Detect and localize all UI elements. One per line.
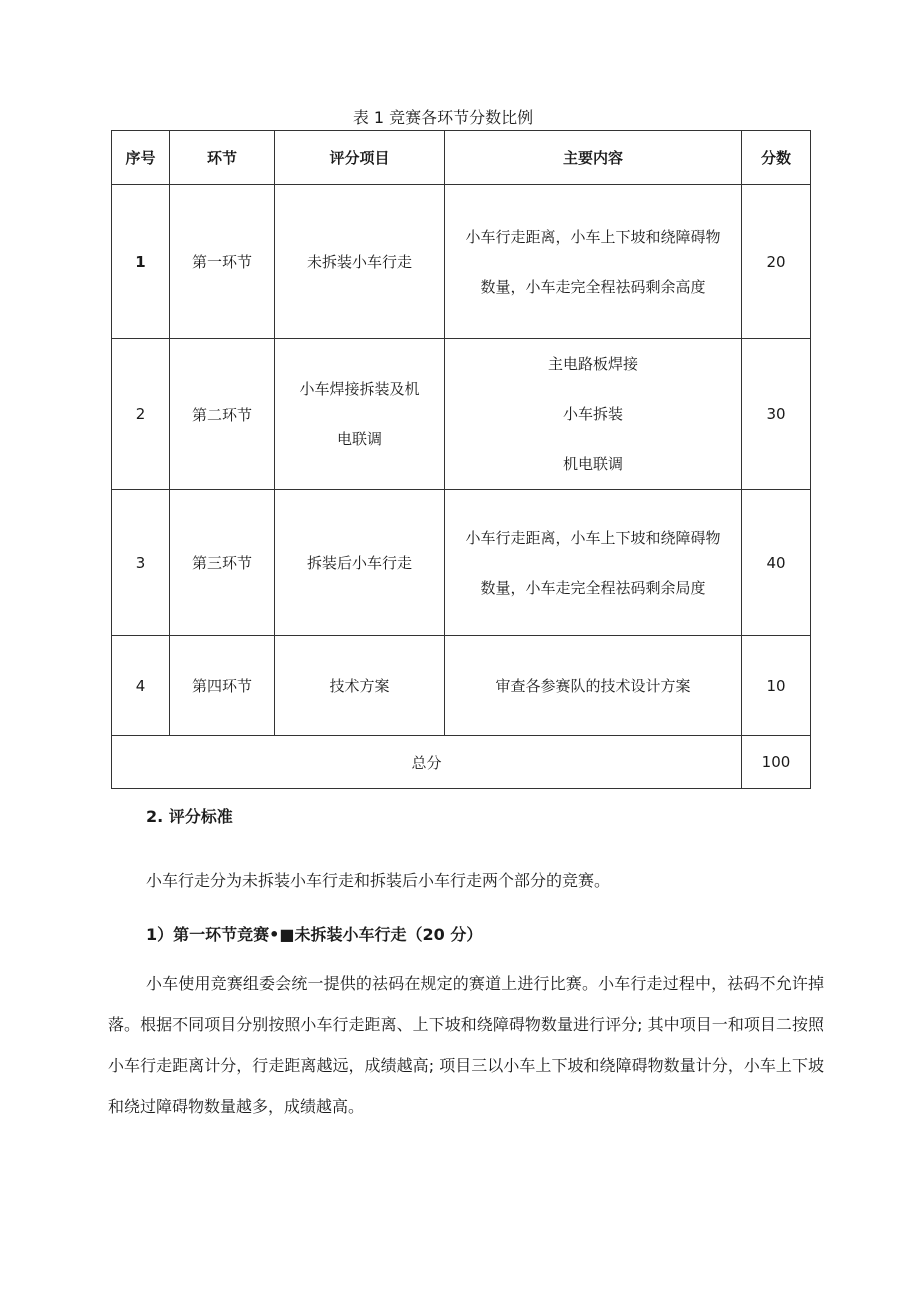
row-score: 40 <box>742 490 811 636</box>
table-row <box>112 185 811 339</box>
total-value: 100 <box>742 736 811 789</box>
row-content <box>445 490 742 636</box>
total-label: 总分 <box>112 736 742 789</box>
content-line: 数量，小车走完全程祛码剩余高度 <box>480 277 706 296</box>
row-score: 20 <box>742 185 811 339</box>
row-item <box>275 636 445 736</box>
section-title: 2. 评分标准 <box>146 807 233 826</box>
item-line: 拆装后小车行走 <box>306 553 412 572</box>
item-line: 电联调 <box>336 430 382 448</box>
table-row <box>112 339 811 490</box>
table-row <box>112 490 811 636</box>
row-score: 10 <box>742 636 811 736</box>
content-line: 小车行走距离，小车上下坡和绕障碍物 <box>465 528 721 547</box>
header-score: 分数 <box>742 131 811 185</box>
row-number: 4 <box>112 636 170 736</box>
row-stage: 第一环节 <box>170 185 275 339</box>
row-content <box>445 185 742 339</box>
content-line: 小车行走距离，小车上下坡和绕障碍物 <box>465 227 721 246</box>
row-number: 3 <box>112 490 170 636</box>
body-paragraph: 小车使用竞赛组委会统一提供的祛码在规定的赛道上进行比赛。小车行走过程中，祛码不允许掉落。根据不同项目分别按照小车行走距离、上下坡和绕障碍物数量进行评分; 其中项目一和项目二按照小车行走距离计分，行走距离越远，成绩越高; 项目三以小车上下坡和绕障碍物数量计分，小车上下坡和绕过障碍物数量越多，成绩越高。 <box>108 974 824 1116</box>
table-row <box>112 636 811 736</box>
item-line: 小车焊接拆装及机 <box>299 380 420 398</box>
row-stage: 第三环节 <box>170 490 275 636</box>
row-stage: 第四环节 <box>170 636 275 736</box>
content-line: 小车拆装 <box>562 405 623 423</box>
header-no: 序号 <box>112 131 170 185</box>
row-item <box>275 185 445 339</box>
row-score: 30 <box>742 339 811 490</box>
item-line: 技术方案 <box>329 676 390 695</box>
table-caption: 表 1 竞赛各环节分数比例 <box>352 108 534 127</box>
header-content: 主要内容 <box>445 131 742 185</box>
item-line: 未拆装小车行走 <box>306 252 412 271</box>
header-item: 评分项目 <box>275 131 445 185</box>
intro-text: 小车行走分为未拆装小车行走和拆装后小车行走两个部分的竞赛。 <box>146 871 611 890</box>
subsection-title: 1）第一环节竞赛•■未拆装小车行走（20 分） <box>146 925 483 944</box>
table-header-row <box>112 131 811 185</box>
header-stage: 环节 <box>170 131 275 185</box>
content-line: 机电联调 <box>562 455 623 473</box>
row-item <box>275 339 445 490</box>
content-line: 审查各参赛队的技术设计方案 <box>495 676 691 695</box>
total-row <box>112 736 811 789</box>
row-number: 1 <box>112 185 170 339</box>
row-stage: 第二环节 <box>170 339 275 490</box>
row-item <box>275 490 445 636</box>
score-table <box>111 130 811 789</box>
content-line: 数量，小车走完全程祛码剩余局度 <box>480 578 706 597</box>
row-number: 2 <box>112 339 170 490</box>
content-line: 主电路板焊接 <box>547 355 638 373</box>
row-content <box>445 636 742 736</box>
row-content <box>445 339 742 490</box>
